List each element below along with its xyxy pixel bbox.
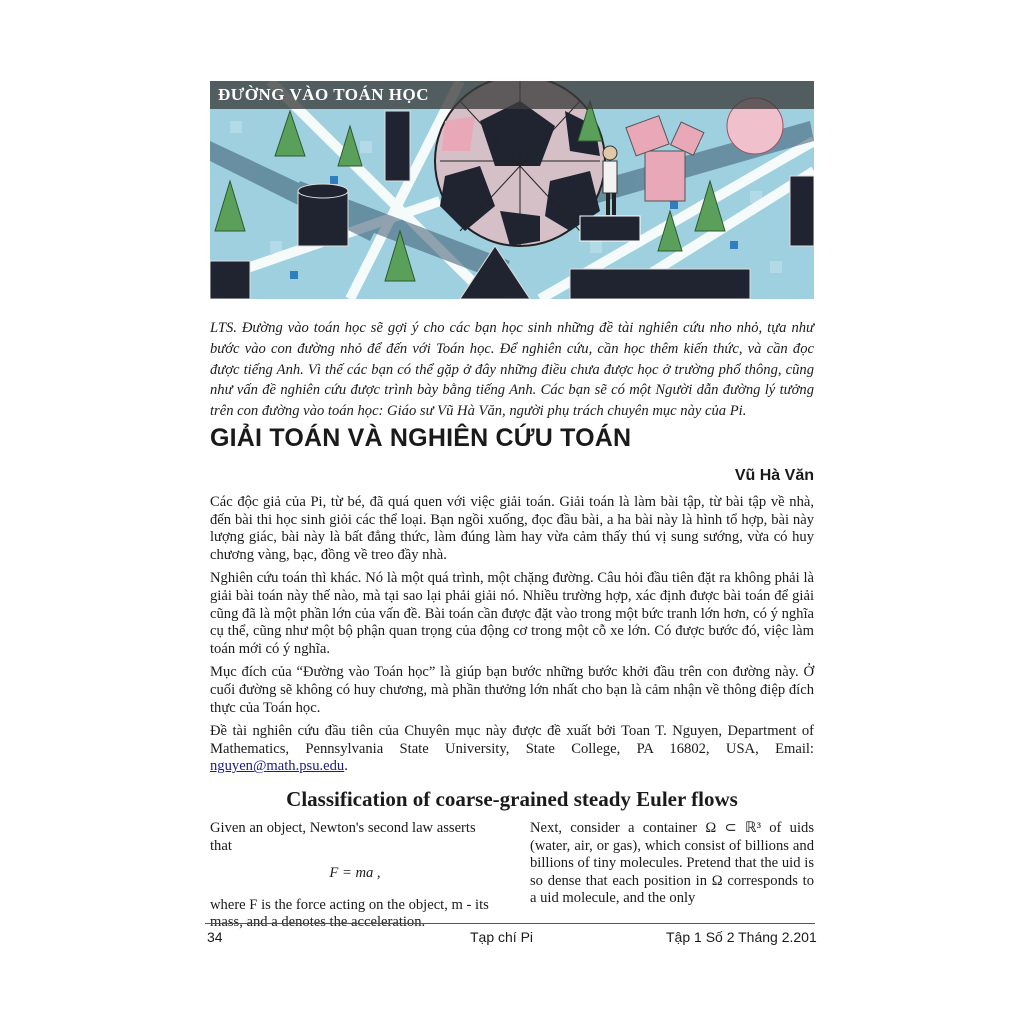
journal-name: Tạp chí Pi xyxy=(470,929,534,945)
article-title: GIẢI TOÁN VÀ NGHIÊN CỨU TOÁN xyxy=(210,424,632,452)
banner-title-bar xyxy=(210,81,814,109)
editor-note: LTS. Đường vào toán học sẽ gợi ý cho các bạn học sinh những đề tài nghiên cứu nho nhỏ, tựa như bước vào con đường nhỏ để đến với Toán học. Để nghiên cứu, cần học thêm kiến thức, và cần đọc được tiếng Anh. Vì thế các bạn có thể gặp ở đây những điều chưa được học ở trường phổ thông, cũng như vấn đề nghiên cứu được trình bày bằng tiếng Anh. Các bạn sẽ có một Người dẫn đường lý tưởng trên con đường vào toán học: Giáo sư Vũ Hà Văn, người phụ trách chuyên mục này của Pi. xyxy=(210,320,814,420)
article-author: Vũ Hà Văn xyxy=(734,467,814,484)
paragraph: Các độc giả của Pi, từ bé, đã quá quen với việc giải toán. Giải toán là làm bài tập, từ bài tập về nhà, đến bài thi học sinh giỏi các thể loại. Bạn ngồi xuống, đọc đầu bài, a ha bài này là hình tổ hợp, bài này lượng giác, bài này là bất đẳng thức, làm đúng làm hay vừa cảm thấy thú vị sung sướng, vừa có huy chương vàng, bạc, đồng về treo đầy nhà. xyxy=(210,494,814,563)
left-col-intro: Given an object, Newton's second law asserts that xyxy=(210,820,476,854)
email-link[interactable]: nguyen@math.psu.edu xyxy=(210,758,345,775)
paragraph: Nghiên cứu toán thì khác. Nó là một quá trình, một chặng đường. Câu hỏi đầu tiên đặt ra không phải là giải bài toán này thế nào, mà tại sao lại phải giải nó. Nhiều trường hợp, xác định được bài toán để giải cũng đã là một phần lớn của vấn đề. Bài toán cần được đặt vào trong một bức tranh lớn hơn, có ý nghĩa cụ thể, cũng như một bộ phận quan trọng của động cơ trong một cỗ xe lớn. Có được bước đó, việc làm toán mới có ý nghĩa. xyxy=(210,570,814,657)
page-number: 34 xyxy=(207,929,223,945)
paragraph: Mục đích của “Đường vào Toán học” là giúp bạn bước những bước khởi đầu trên con đường này. Ở cuối đường sẽ không có huy chương, mà phần thưởng lớn nhất cho bạn là cảm nhận về thông điệp đích thực của Toán học. xyxy=(210,664,814,716)
contact-suffix: . xyxy=(344,758,348,775)
column-title: ĐƯỜNG VÀO TOÁN HỌC xyxy=(218,85,429,104)
section-title: Classification of coarse-grained steady Euler flows xyxy=(286,787,738,811)
banner-illustration xyxy=(210,81,814,299)
right-column: Next, consider a container Ω ⊂ ℝ³ of uids (water, air, or gas), which consist of billions and billions of tiny molecules. Pretend that the uid is so dense that each position in Ω corresponds to a uid molecule, and the only xyxy=(530,820,814,907)
left-column xyxy=(210,820,500,932)
banner-art xyxy=(210,81,814,299)
footer-rule xyxy=(205,923,815,924)
paragraph-contact xyxy=(210,723,814,776)
article-body xyxy=(210,494,814,782)
left-col-after: where F is the force acting on the object, m - its mass, and a denotes the acceleration. xyxy=(210,896,489,931)
newton-formula: F = ma , xyxy=(329,865,381,882)
issue-info: Tập 1 Số 2 Tháng 2.201 xyxy=(666,929,817,945)
contact-text: Đề tài nghiên cứu đầu tiên của Chuyên mục này được đề xuất bởi Toan T. Nguyen, Department of Mathematics, Pennsylvania State University, State College, PA 16802, USA, Email: xyxy=(210,723,814,757)
